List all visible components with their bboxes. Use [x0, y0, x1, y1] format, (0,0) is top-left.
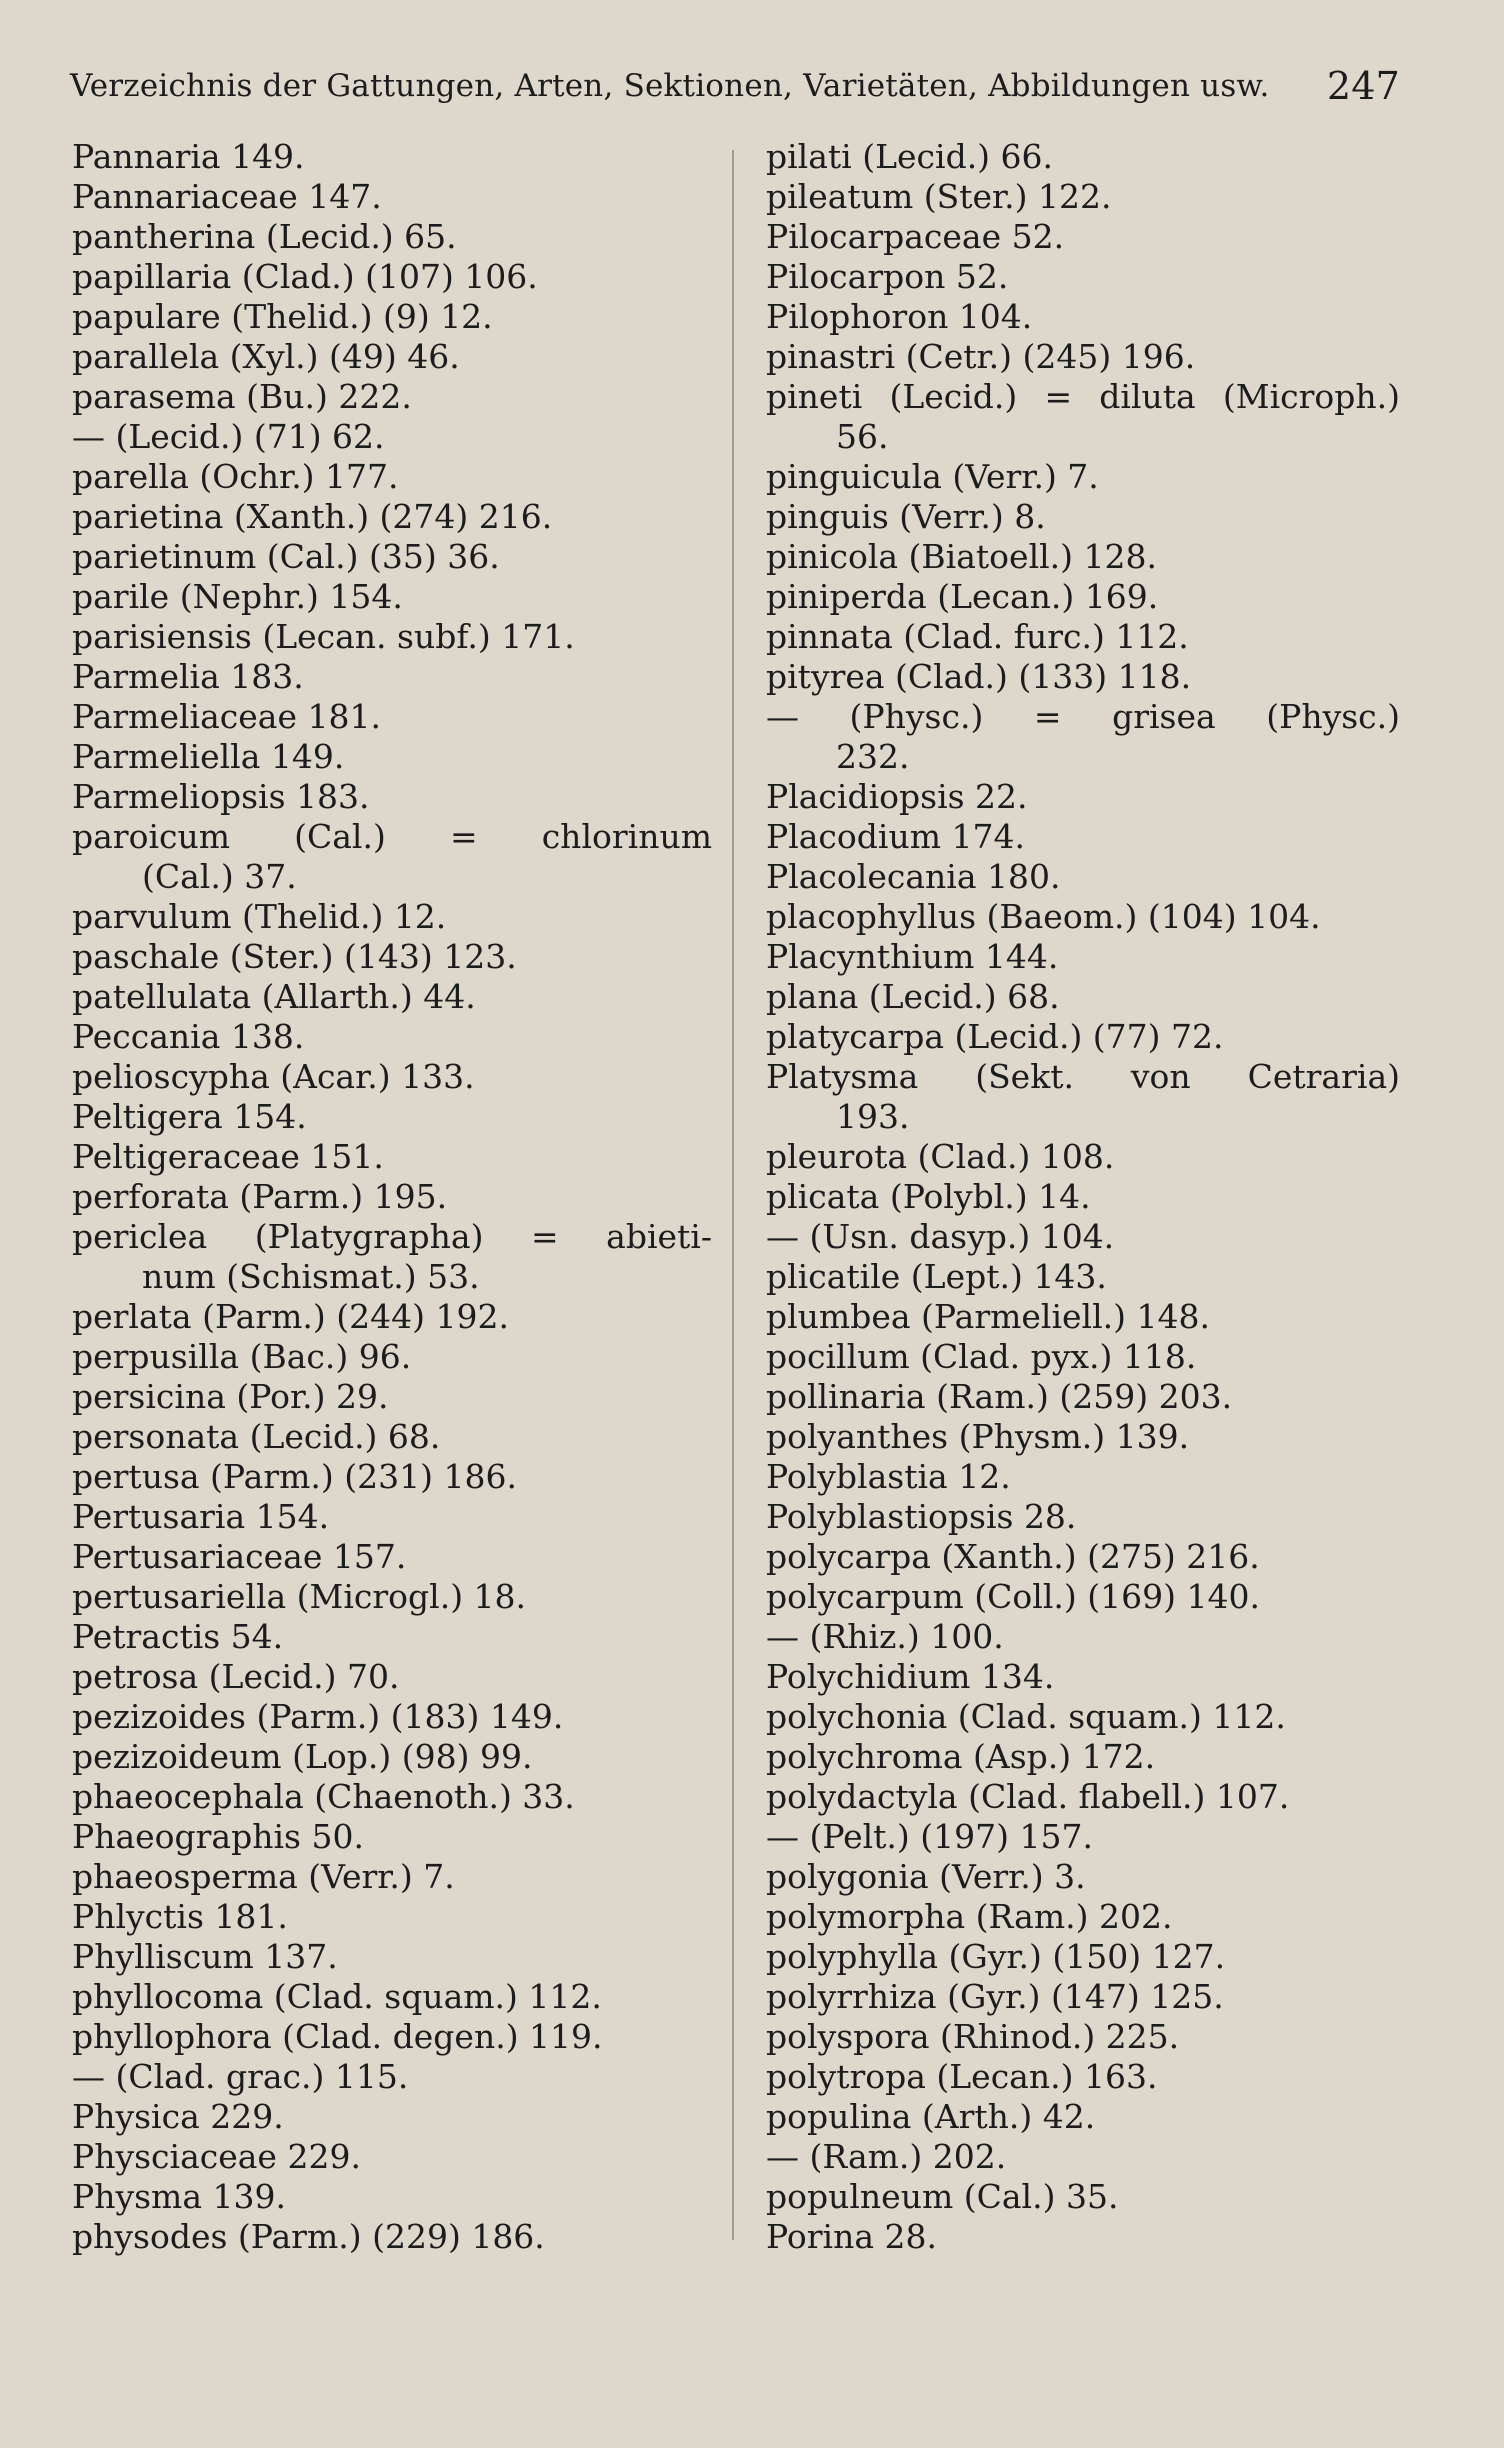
index-entry: Polychidium 134.: [766, 1657, 1055, 1696]
index-entry: Pannariaceae 147.: [72, 177, 382, 216]
index-entry: perforata (Parm.) 195.: [72, 1177, 448, 1216]
index-entry: polytropa (Lecan.) 163.: [766, 2057, 1158, 2096]
index-entry: Placolecania 180.: [766, 857, 1061, 896]
index-entry: petrosa (Lecid.) 70.: [72, 1657, 400, 1696]
index-entry: pollinaria (Ram.) (259) 203.: [766, 1377, 1233, 1416]
index-entry: pezizoides (Parm.) (183) 149.: [72, 1697, 564, 1736]
page-header: [70, 64, 1400, 114]
index-entry: plana (Lecid.) 68.: [766, 977, 1060, 1016]
index-entry: parisiensis (Lecan. subf.) 171.: [72, 617, 575, 656]
index-entry: pertusa (Parm.) (231) 186.: [72, 1457, 517, 1496]
index-entry-continuation: 232.: [836, 737, 910, 776]
index-entry: pilati (Lecid.) 66.: [766, 137, 1054, 176]
index-entry: phaeocephala (Chaenoth.) 33.: [72, 1777, 575, 1816]
index-entry: parasema (Bu.) 222.: [72, 377, 412, 416]
index-entry: Petractis 54.: [72, 1617, 284, 1656]
index-entry: polyrrhiza (Gyr.) (147) 125.: [766, 1977, 1224, 2016]
index-entry: Pannaria 149.: [72, 137, 305, 176]
index-entry-continuation: (Cal.) 37.: [142, 857, 297, 896]
index-entry: — (Physc.) = grisea (Physc.): [766, 697, 1400, 736]
index-entry: Pilocarpon 52.: [766, 257, 1009, 296]
index-entry: Polyblastiopsis 28.: [766, 1497, 1077, 1536]
index-entry: papillaria (Clad.) (107) 106.: [72, 257, 538, 296]
index-entry: pityrea (Clad.) (133) 118.: [766, 657, 1192, 696]
column-divider: [732, 150, 734, 2240]
index-entry: Porina 28.: [766, 2217, 937, 2256]
index-entry: polycarpum (Coll.) (169) 140.: [766, 1577, 1260, 1616]
index-entry: pantherina (Lecid.) 65.: [72, 217, 457, 256]
index-entry: Phylliscum 137.: [72, 1937, 338, 1976]
index-entry: pinnata (Clad. furc.) 112.: [766, 617, 1189, 656]
index-entry: Peltigera 154.: [72, 1097, 307, 1136]
index-entry: — (Clad. grac.) 115.: [72, 2057, 409, 2096]
index-entry: Peccania 138.: [72, 1017, 305, 1056]
index-entry: perpusilla (Bac.) 96.: [72, 1337, 412, 1376]
index-entry: persicina (Por.) 29.: [72, 1377, 389, 1416]
index-entry: populneum (Cal.) 35.: [766, 2177, 1119, 2216]
index-entry: Platysma (Sekt. von Cetraria): [766, 1057, 1400, 1096]
index-entry: pocillum (Clad. pyx.) 118.: [766, 1337, 1197, 1376]
index-entry: patellulata (Allarth.) 44.: [72, 977, 476, 1016]
index-entry: Parmeliopsis 183.: [72, 777, 370, 816]
index-entry: pertusariella (Microgl.) 18.: [72, 1577, 527, 1616]
index-entry: — (Usn. dasyp.) 104.: [766, 1217, 1115, 1256]
index-entry: periclea (Platygrapha) = abieti-: [72, 1217, 712, 1256]
index-entry: Phlyctis 181.: [72, 1897, 288, 1936]
index-column-left: [72, 137, 712, 2257]
index-entry: paschale (Ster.) (143) 123.: [72, 937, 517, 976]
index-entry: phyllocoma (Clad. squam.) 112.: [72, 1977, 602, 2016]
index-entry: — (Ram.) 202.: [766, 2137, 1007, 2176]
page-number: 247: [1326, 64, 1400, 108]
index-entry: pileatum (Ster.) 122.: [766, 177, 1112, 216]
index-entry: pezizoideum (Lop.) (98) 99.: [72, 1737, 533, 1776]
index-entry: personata (Lecid.) 68.: [72, 1417, 441, 1456]
index-entry: piniperda (Lecan.) 169.: [766, 577, 1159, 616]
index-entry: Phaeographis 50.: [72, 1817, 364, 1856]
index-entry: — (Lecid.) (71) 62.: [72, 417, 385, 456]
index-entry: parella (Ochr.) 177.: [72, 457, 399, 496]
index-entry: parallela (Xyl.) (49) 46.: [72, 337, 460, 376]
index-entry-continuation: 56.: [836, 417, 889, 456]
index-entry: polychonia (Clad. squam.) 112.: [766, 1697, 1286, 1736]
index-entry: Parmeliaceae 181.: [72, 697, 381, 736]
index-entry: Physma 139.: [72, 2177, 286, 2216]
index-entry: polygonia (Verr.) 3.: [766, 1857, 1086, 1896]
index-entry: polymorpha (Ram.) 202.: [766, 1897, 1173, 1936]
index-column-right: [766, 137, 1400, 2257]
index-entry: pelioscypha (Acar.) 133.: [72, 1057, 475, 1096]
index-entry-continuation: 193.: [836, 1097, 910, 1136]
index-entry: paroicum (Cal.) = chlorinum: [72, 817, 712, 856]
index-entry: pinguis (Verr.) 8.: [766, 497, 1046, 536]
index-entry: Pertusariaceae 157.: [72, 1537, 407, 1576]
index-entry: plicatile (Lept.) 143.: [766, 1257, 1107, 1296]
index-entry: parile (Nephr.) 154.: [72, 577, 403, 616]
index-entry: Physciaceae 229.: [72, 2137, 361, 2176]
index-entry: pinguicula (Verr.) 7.: [766, 457, 1099, 496]
index-entry: Pilocarpaceae 52.: [766, 217, 1065, 256]
index-entry: pleurota (Clad.) 108.: [766, 1137, 1115, 1176]
index-entry: pineti (Lecid.) = diluta (Microph.): [766, 377, 1400, 416]
running-title: Verzeichnis der Gattungen, Arten, Sektionen, Varietäten, Abbildungen usw.: [70, 68, 1270, 104]
index-entry: polyphylla (Gyr.) (150) 127.: [766, 1937, 1226, 1976]
index-entry: Placynthium 144.: [766, 937, 1059, 976]
index-entry: placophyllus (Baeom.) (104) 104.: [766, 897, 1321, 936]
index-entry: plumbea (Parmeliell.) 148.: [766, 1297, 1210, 1336]
index-entry: pinicola (Biatoell.) 128.: [766, 537, 1158, 576]
index-entry: parietina (Xanth.) (274) 216.: [72, 497, 553, 536]
index-entry: pinastri (Cetr.) (245) 196.: [766, 337, 1196, 376]
index-entry: — (Pelt.) (197) 157.: [766, 1817, 1093, 1856]
index-entry: polydactyla (Clad. flabell.) 107.: [766, 1777, 1290, 1816]
index-entry: physodes (Parm.) (229) 186.: [72, 2217, 545, 2256]
index-entry: Pilophoron 104.: [766, 297, 1033, 336]
index-entry: plicata (Polybl.) 14.: [766, 1177, 1091, 1216]
index-entry: polycarpa (Xanth.) (275) 216.: [766, 1537, 1260, 1576]
index-entry: polychroma (Asp.) 172.: [766, 1737, 1156, 1776]
index-entry: phaeosperma (Verr.) 7.: [72, 1857, 455, 1896]
index-entry: Physica 229.: [72, 2097, 284, 2136]
index-entry: polyanthes (Physm.) 139.: [766, 1417, 1190, 1456]
index-entry: Parmelia 183.: [72, 657, 304, 696]
index-entry: Pertusaria 154.: [72, 1497, 330, 1536]
index-entry: papulare (Thelid.) (9) 12.: [72, 297, 493, 336]
index-entry: Placidiopsis 22.: [766, 777, 1028, 816]
index-entry: perlata (Parm.) (244) 192.: [72, 1297, 509, 1336]
index-entry: — (Rhiz.) 100.: [766, 1617, 1004, 1656]
index-entry: populina (Arth.) 42.: [766, 2097, 1096, 2136]
index-entry-continuation: num (Schismat.) 53.: [142, 1257, 480, 1296]
index-entry: polyspora (Rhinod.) 225.: [766, 2017, 1180, 2056]
index-entry: parietinum (Cal.) (35) 36.: [72, 537, 500, 576]
index-entry: platycarpa (Lecid.) (77) 72.: [766, 1017, 1224, 1056]
index-entry: Parmeliella 149.: [72, 737, 345, 776]
index-entry: Peltigeraceae 151.: [72, 1137, 384, 1176]
index-entry: Placodium 174.: [766, 817, 1025, 856]
index-entry: parvulum (Thelid.) 12.: [72, 897, 447, 936]
index-entry: phyllophora (Clad. degen.) 119.: [72, 2017, 603, 2056]
index-entry: Polyblastia 12.: [766, 1457, 1011, 1496]
